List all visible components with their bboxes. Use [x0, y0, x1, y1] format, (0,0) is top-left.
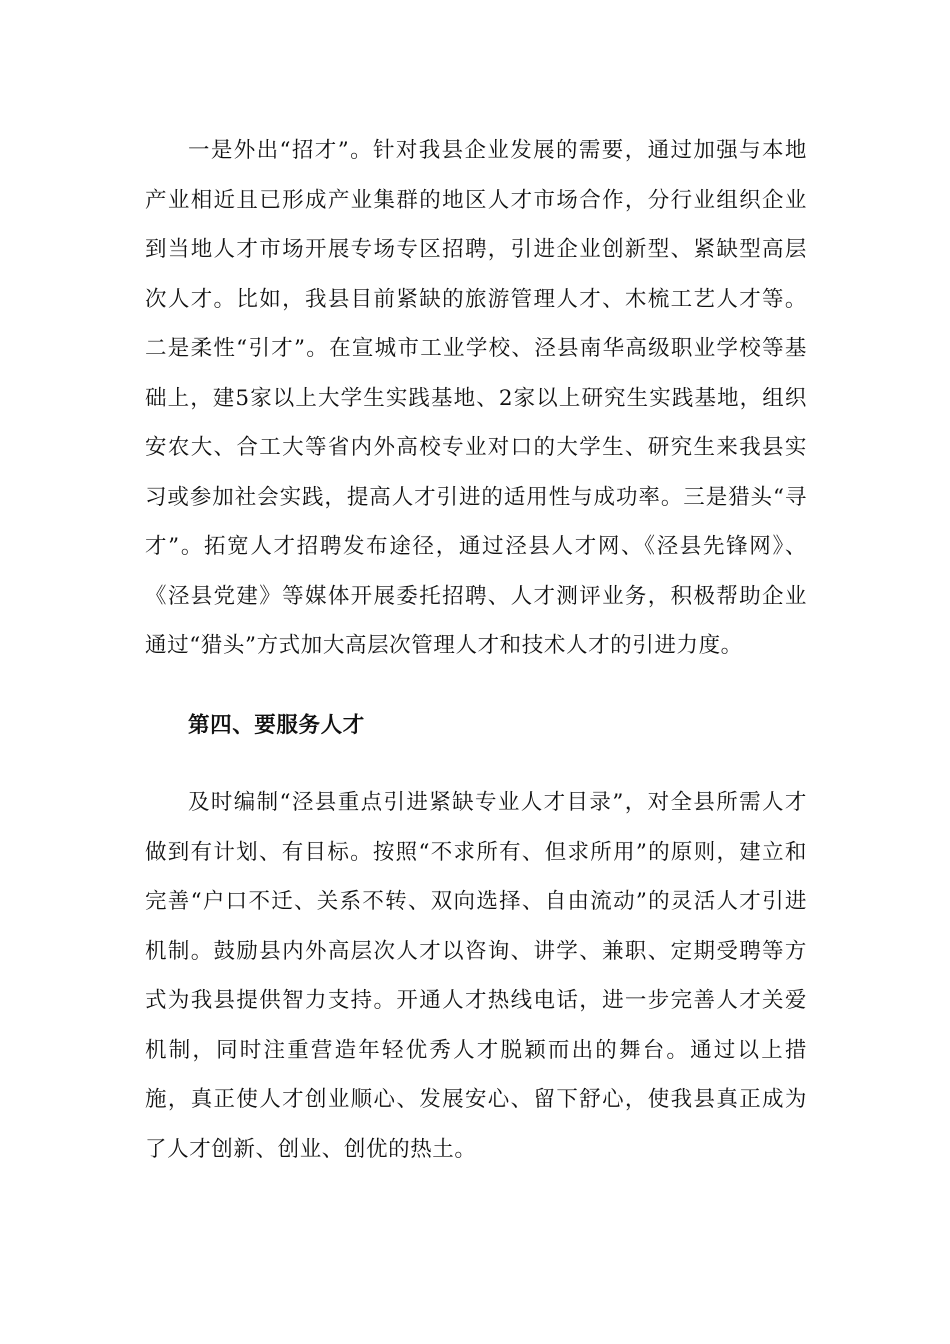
document-body	[145, 126, 807, 1174]
section-heading: 第四、要服务人才	[188, 712, 365, 738]
body-paragraph: 及时编制“泾县重点引进紧缺专业人才目录”，对全县所需人才做到有计划、有目标。按照“不求所有、但求所用”的原则，建立和完善“户口不迁、关系不转、双向选择、自由流动”的灵活人才引进机制。鼓励县内外高层次人才以咨询、讲学、兼职、定期受聘等方式为我县提供智力支持。开通人才热线电话，进一步完善人才关爱机制，同时注重营造年轻优秀人才脱颖而出的舞台。通过以上措施，真正使人才创业顺心、发展安心、留下舒心，使我县真正成为了人才创新、创业、创优的热土。	[145, 790, 807, 1162]
body-paragraph: 一是外出“招才”。针对我县企业发展的需要，通过加强与本地产业相近且已形成产业集群的地区人才市场合作，分行业组织企业到当地人才市场开展专场专区招聘，引进企业创新型、紧缺型高层次人才。比如，我县目前紧缺的旅游管理人才、木梳工艺人才等。二是柔性“引才”。在宣城市工业学校、泾县南华高级职业学校等基础上，建5家以上大学生实践基地、2家以上研究生实践基地，组织安农大、合工大等省内外高校专业对口的大学生、研究生来我县实习或参加社会实践，提高人才引进的适用性与成功率。三是猎头“寻才”。拓宽人才招聘发布途径，通过泾县人才网、《泾县先锋网》、《泾县党建》等媒体开展委托招聘、人才测评业务，积极帮助企业通过“猎头”方式加大高层次管理人才和技术人才的引进力度。	[145, 138, 807, 658]
